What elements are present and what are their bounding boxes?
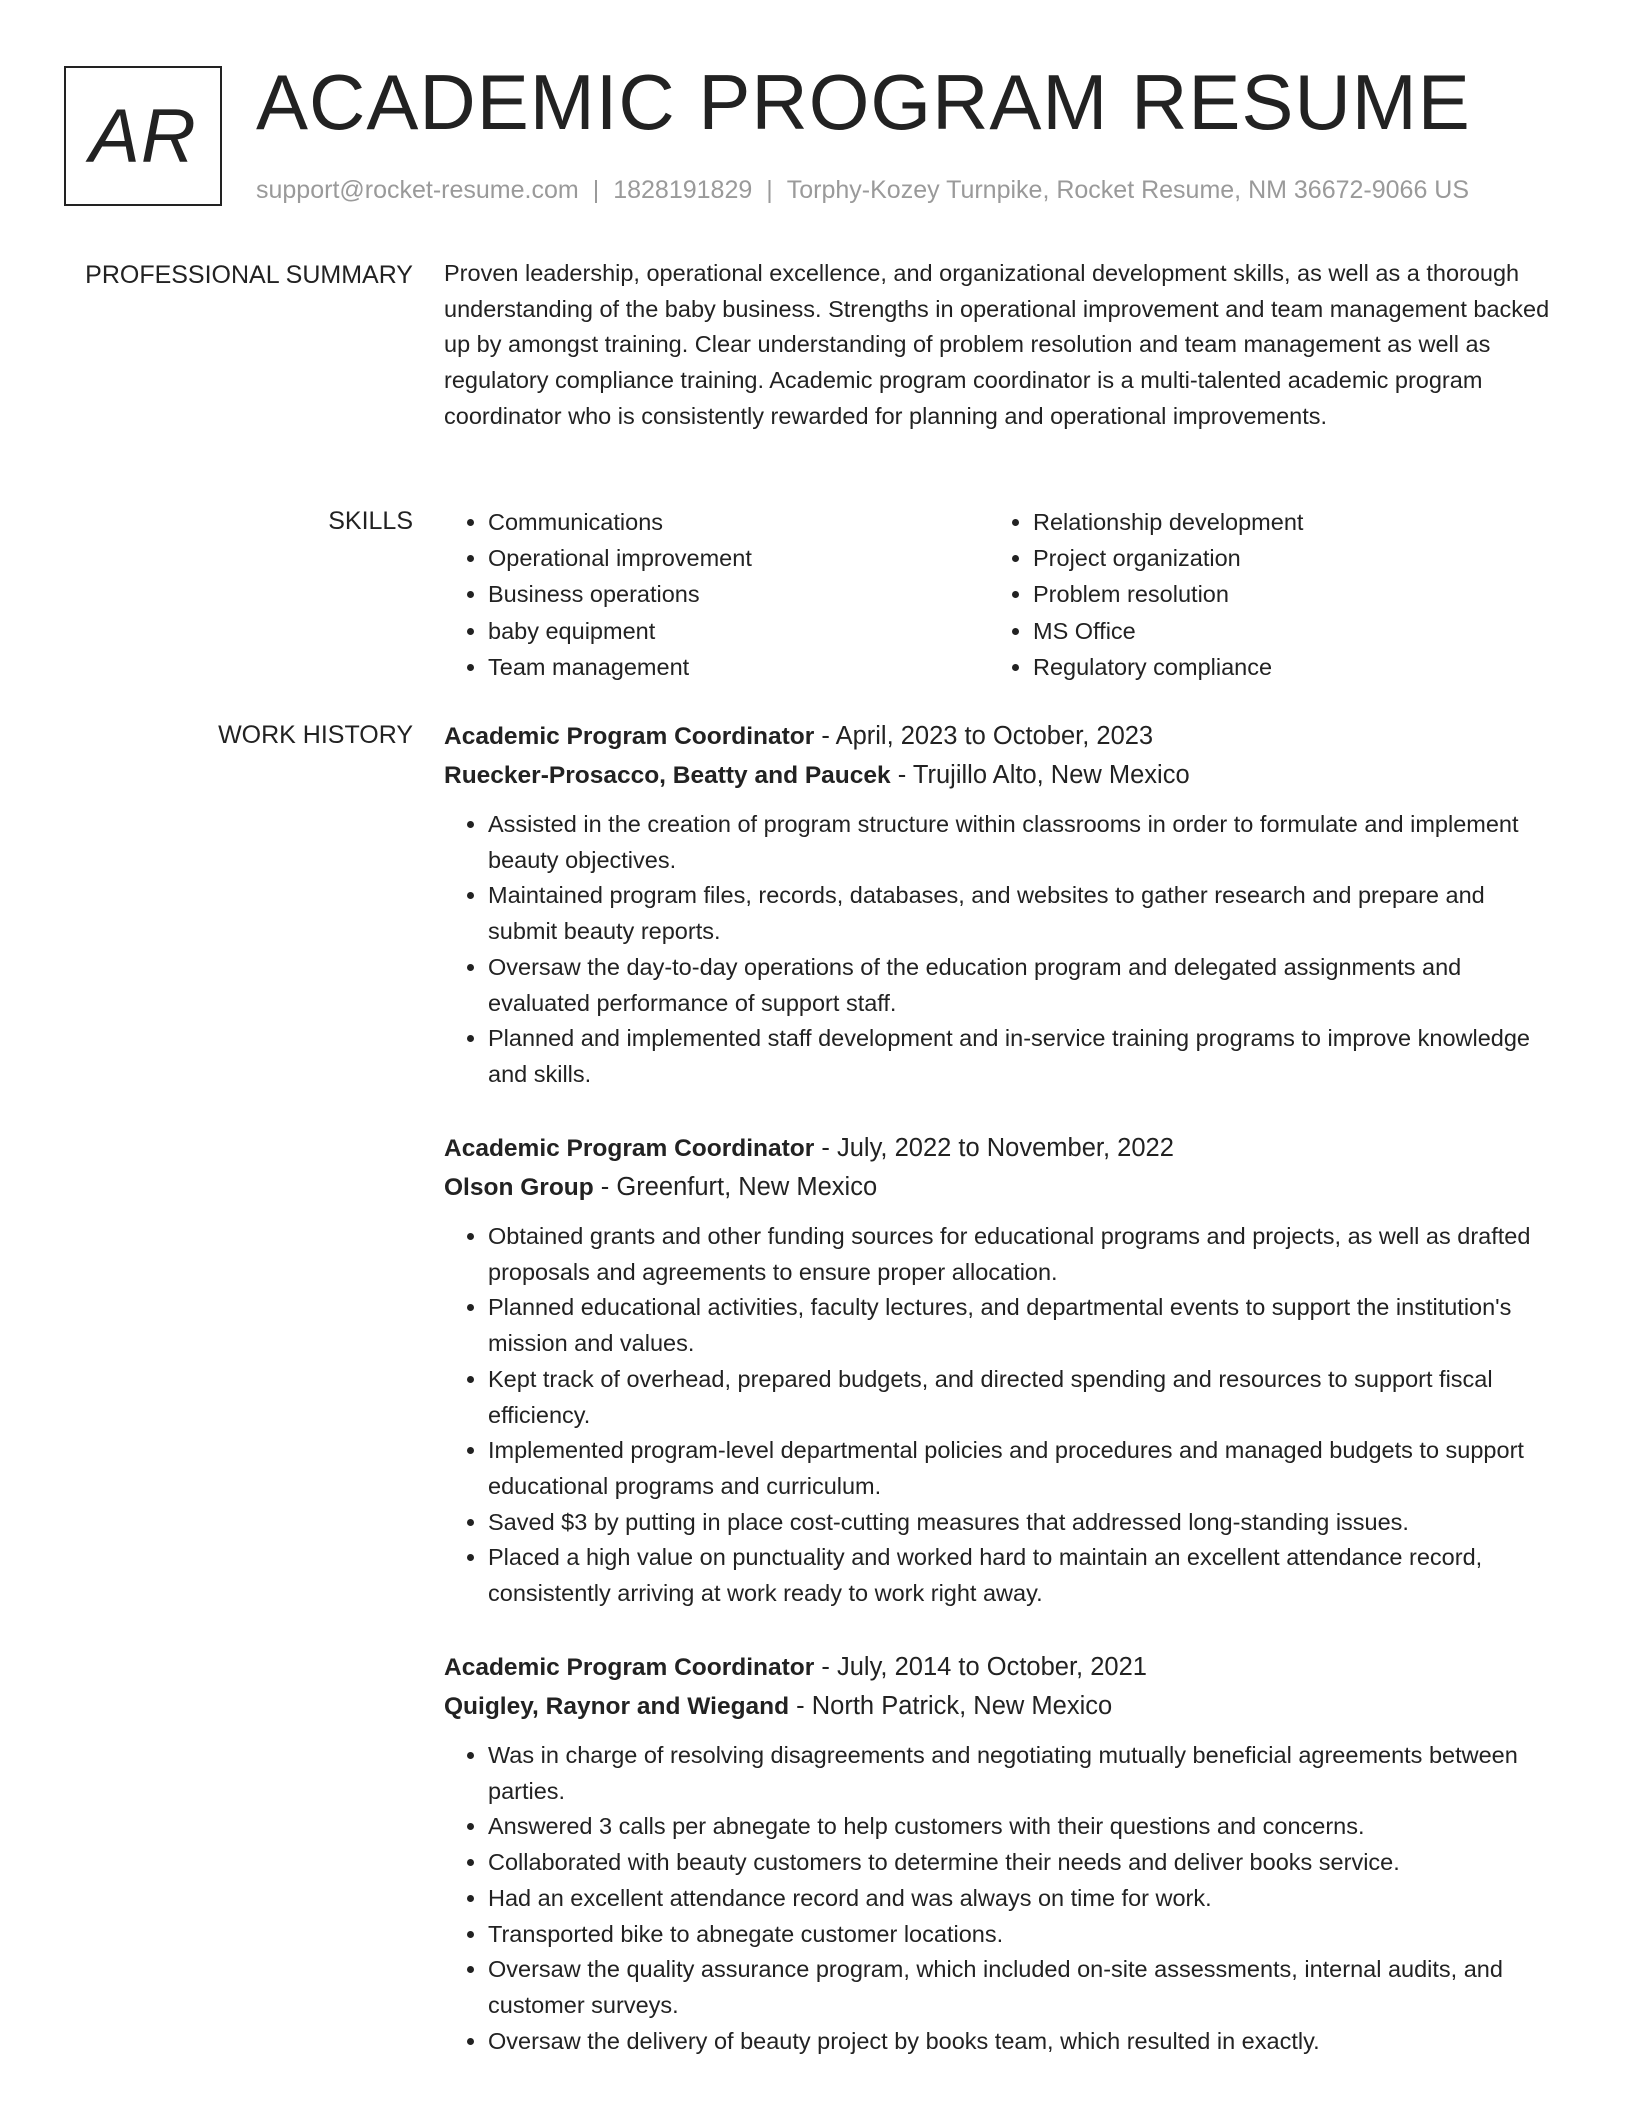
job-location: - North Patrick, New Mexico (789, 1692, 1113, 1720)
skills-list (444, 504, 1559, 685)
job-title-line (444, 717, 1559, 756)
skill-item: • Project organization (1033, 540, 1534, 576)
skill-item: • Business operations (488, 576, 989, 612)
job-location: - Trujillo Alto, New Mexico (890, 761, 1190, 789)
skill-item: • Problem resolution (1033, 576, 1534, 612)
contact-separator: | (592, 176, 600, 204)
job-entry (444, 1648, 1559, 2059)
job-bullet: • Saved $3 by putting in place cost-cutting measures that addressed long-standing issues. (488, 1505, 1559, 1541)
job-bullet: • Was in charge of resolving disagreements and negotiating mutually beneficial agreements between parties. (488, 1738, 1559, 1809)
job-bullet: • Planned and implemented staff development and in-service training programs to improve knowledge and skills. (488, 1021, 1559, 1092)
job-bullet: • Oversaw the day-to-day operations of the education program and delegated assignments and evaluated performance of support staff. (488, 950, 1559, 1021)
skill-item: • MS Office (1033, 613, 1534, 649)
section-label-work-history: WORK HISTORY (218, 721, 413, 749)
job-title: Academic Program Coordinator (444, 1135, 815, 1162)
section-label-skills: SKILLS (328, 507, 413, 535)
job-title: Academic Program Coordinator (444, 1654, 815, 1681)
job-title-line (444, 1129, 1559, 1168)
job-dates: - July, 2022 to November, 2022 (814, 1134, 1174, 1162)
job-bullet: • Maintained program files, records, databases, and websites to gather research and prepare and submit beauty reports. (488, 878, 1559, 949)
resume-title: ACADEMIC PROGRAM RESUME (256, 58, 1471, 146)
job-bullet: • Collaborated with beauty customers to determine their needs and deliver books service. (488, 1845, 1559, 1881)
job-dates: - April, 2023 to October, 2023 (814, 722, 1154, 750)
contact-address: Torphy-Kozey Turnpike, Rocket Resume, NM 36672-9066 US (786, 176, 1470, 204)
job-bullet: • Assisted in the creation of program structure within classrooms in order to formulate and implement beauty objectives. (488, 807, 1559, 878)
skill-item: • Regulatory compliance (1033, 649, 1534, 685)
job-title: Academic Program Coordinator (444, 723, 815, 750)
summary-body (444, 256, 1559, 435)
job-company-line (444, 1168, 1559, 1207)
job-bullet: • Placed a high value on punctuality and worked hard to maintain an excellent attendance record, consistently arriving at work ready to work right away. (488, 1540, 1559, 1611)
job-company: Olson Group (444, 1174, 594, 1201)
job-bullets (444, 1219, 1559, 1612)
job-bullets (444, 1738, 1559, 2059)
job-company: Quigley, Raynor and Wiegand (444, 1693, 790, 1720)
job-title-line (444, 1648, 1559, 1687)
job-location: - Greenfurt, New Mexico (593, 1173, 878, 1201)
job-bullets (444, 807, 1559, 1093)
skill-item: • baby equipment (488, 613, 989, 649)
job-dates: - July, 2014 to October, 2021 (814, 1653, 1147, 1681)
monogram-logo: AR (64, 66, 222, 206)
job-entry (444, 717, 1559, 1093)
job-bullet: • Transported bike to abnegate customer locations. (488, 1917, 1559, 1953)
job-company-line (444, 1687, 1559, 1726)
skills-column-left (444, 504, 989, 685)
contact-email: support@rocket-resume.com (256, 176, 579, 204)
job-bullet: • Oversaw the delivery of beauty project by books team, which resulted in exactly. (488, 2024, 1559, 2060)
job-bullet: • Answered 3 calls per abnegate to help customers with their questions and concerns. (488, 1809, 1559, 1845)
contact-line (256, 172, 1469, 208)
job-bullet: • Had an excellent attendance record and was always on time for work. (488, 1881, 1559, 1917)
skill-item: • Operational improvement (488, 540, 989, 576)
section-label-summary: PROFESSIONAL SUMMARY (85, 261, 413, 289)
job-bullet: • Planned educational activities, faculty lectures, and departmental events to support the institution's mission and values. (488, 1290, 1559, 1361)
skill-item: • Communications (488, 504, 989, 540)
summary-text: Proven leadership, operational excellence, and organizational development skills, as well as a thorough understanding of the baby business. Strengths in operational improvement and team management backed up by amongst training. Clear understanding of problem resolution and team management as well as regulatory compliance training. Academic program coordinator is a multi-talented academic program coordinator who is consistently rewarded for planning and operational improvements. (444, 260, 1550, 429)
skills-column-right (989, 504, 1534, 685)
job-entry (444, 1129, 1559, 1612)
job-company-line (444, 756, 1559, 795)
job-bullet: • Obtained grants and other funding sources for educational programs and projects, as well as drafted proposals and agreements to ensure proper allocation. (488, 1219, 1559, 1290)
skill-item: • Relationship development (1033, 504, 1534, 540)
skill-item: • Team management (488, 649, 989, 685)
contact-phone: 1828191829 (613, 176, 753, 204)
job-company: Ruecker-Prosacco, Beatty and Paucek (444, 762, 891, 789)
contact-separator: | (766, 176, 773, 204)
job-bullet: • Kept track of overhead, prepared budgets, and directed spending and resources to support fiscal efficiency. (488, 1362, 1559, 1433)
job-bullet: • Oversaw the quality assurance program, which included on-site assessments, internal audits, and customer surveys. (488, 1952, 1559, 2023)
job-bullet: • Implemented program-level departmental policies and procedures and managed budgets to support educational programs and curriculum. (488, 1433, 1559, 1504)
